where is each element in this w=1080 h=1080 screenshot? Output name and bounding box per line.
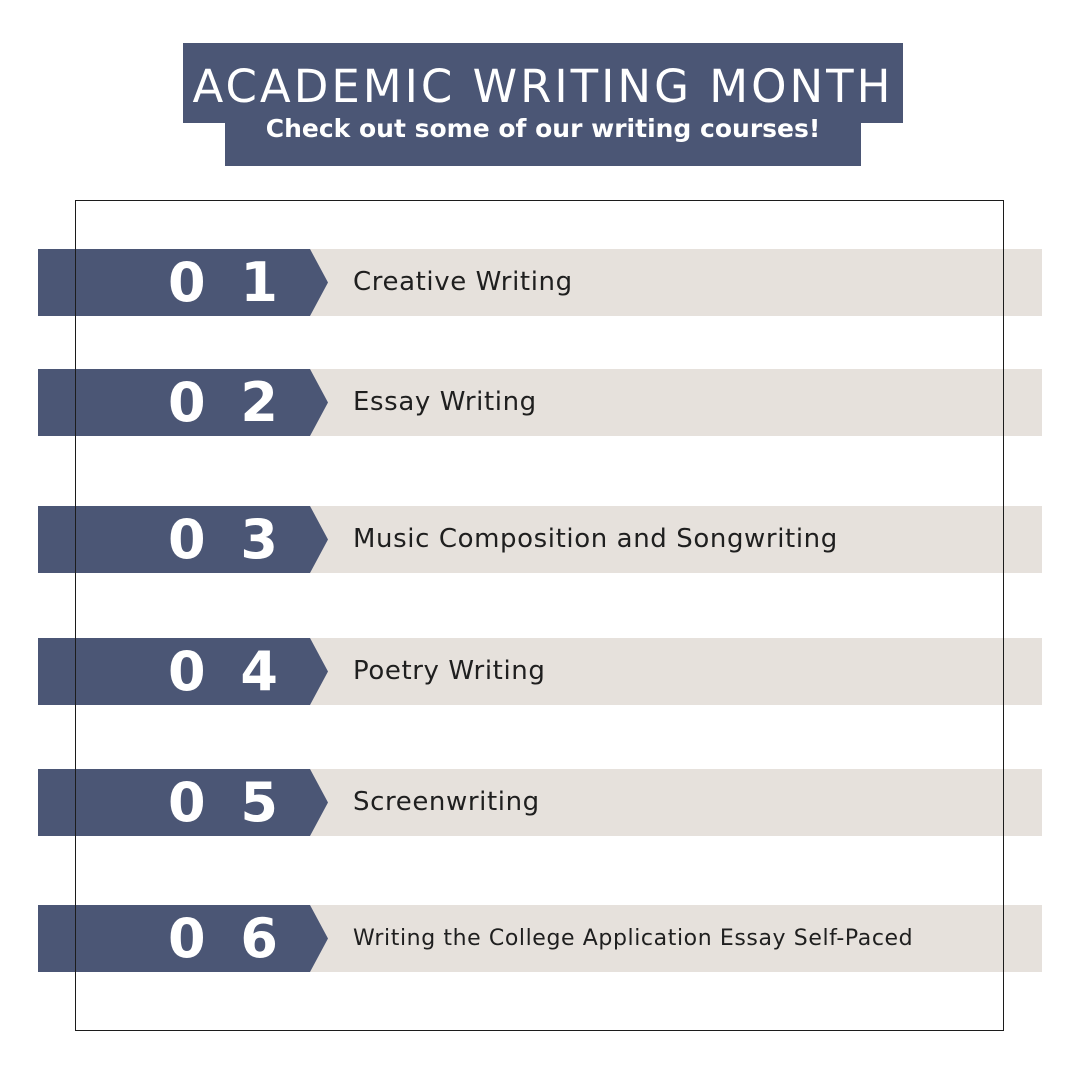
- course-title: Music Composition and Songwriting: [353, 524, 838, 554]
- subtitle-banner: [225, 114, 861, 166]
- page-title: ACADEMIC WRITING MONTH: [192, 60, 894, 113]
- course-title: Creative Writing: [353, 267, 573, 297]
- course-number: 0 3: [168, 508, 286, 571]
- course-row-4: [38, 638, 1042, 705]
- course-number: 0 6: [168, 907, 286, 970]
- course-title: Poetry Writing: [353, 656, 546, 686]
- course-row-6: [38, 905, 1042, 972]
- course-number: 0 2: [168, 371, 286, 434]
- course-row-1: [38, 249, 1042, 316]
- course-title: Essay Writing: [353, 387, 537, 417]
- course-title: Screenwriting: [353, 787, 540, 817]
- title-banner: [183, 43, 903, 123]
- course-row-3: [38, 506, 1042, 573]
- course-title: Writing the College Application Essay Self-Paced: [353, 926, 914, 951]
- course-number: 0 1: [168, 251, 286, 314]
- course-row-5: [38, 769, 1042, 836]
- course-number: 0 5: [168, 771, 286, 834]
- course-row-2: [38, 369, 1042, 436]
- page-subtitle: Check out some of our writing courses!: [265, 114, 821, 143]
- course-number: 0 4: [168, 640, 286, 703]
